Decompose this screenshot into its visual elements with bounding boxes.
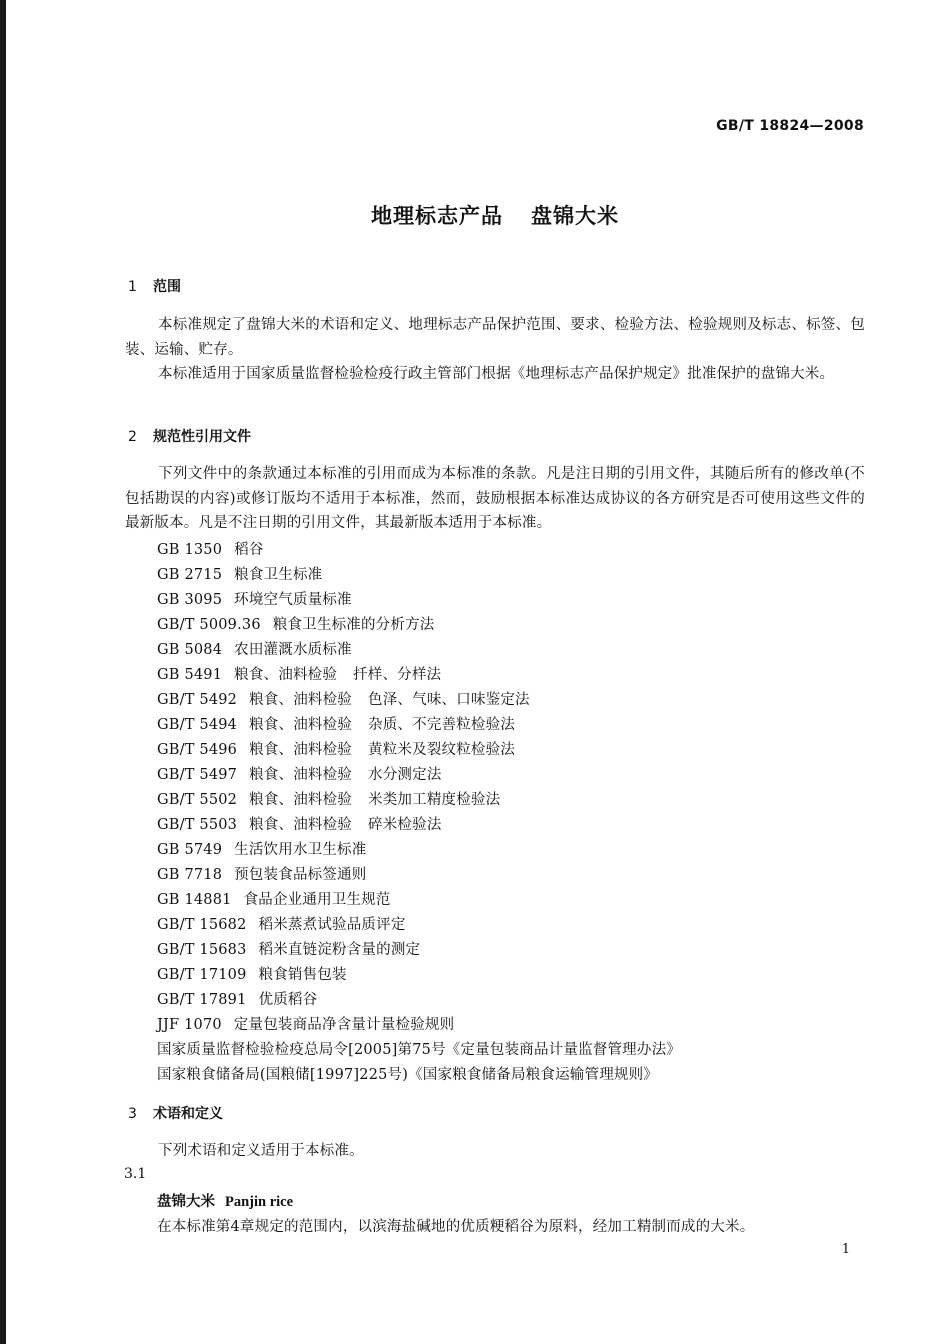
reference-code: GB 5749 <box>157 842 223 858</box>
page-title <box>0 200 950 230</box>
reference-subtitle: 米类加工精度检验法 <box>368 792 501 808</box>
reference-title: 粮食、油料检验 <box>249 692 353 708</box>
section-title: 术语和定义 <box>153 1106 223 1122</box>
section-3-paragraph: 下列术语和定义适用于本标准。 <box>158 1143 364 1159</box>
reference-code: GB/T 5503 <box>157 817 238 833</box>
reference-item <box>157 813 681 838</box>
reference-code: GB/T 5494 <box>157 717 238 733</box>
reference-title: 优质稻谷 <box>258 992 318 1008</box>
title-part-2: 盘锦大米 <box>531 204 619 228</box>
reference-code: GB/T 17109 <box>157 967 247 983</box>
section-1-paragraph-2: 本标准适用于国家质量监督检验检疫行政主管部门根据《地理标志产品保护规定》批准保护的盘锦大米。 <box>158 366 835 382</box>
reference-item <box>157 1038 681 1063</box>
reference-code: GB 2715 <box>157 567 223 583</box>
reference-item <box>157 538 681 563</box>
reference-item <box>157 788 681 813</box>
reference-code: GB 14881 <box>157 892 232 908</box>
reference-subtitle: 黄粒米及裂纹粒检验法 <box>368 742 516 758</box>
reference-title: 稻米蒸煮试验品质评定 <box>258 917 406 933</box>
reference-code: GB/T 5496 <box>157 742 238 758</box>
term-chinese: 盘锦大米 <box>157 1193 215 1210</box>
reference-item <box>157 963 681 988</box>
reference-code: GB 7718 <box>157 867 223 883</box>
reference-title: 粮食、油料检验 <box>249 742 353 758</box>
reference-item <box>157 688 681 713</box>
reference-item <box>157 738 681 763</box>
reference-title: 环境空气质量标准 <box>234 592 352 608</box>
reference-item <box>157 863 681 888</box>
reference-title: 粮食、油料检验 <box>249 817 353 833</box>
reference-title: 预包装食品标签通则 <box>234 867 367 883</box>
reference-code: GB 5491 <box>157 667 223 683</box>
reference-item <box>157 613 681 638</box>
title-part-1: 地理标志产品 <box>371 204 503 228</box>
reference-code: GB/T 15683 <box>157 942 247 958</box>
section-1-heading <box>128 276 181 296</box>
reference-item <box>157 888 681 913</box>
reference-title: 稻谷 <box>234 542 264 558</box>
term-english: Panjin rice <box>225 1194 294 1210</box>
reference-item <box>157 838 681 863</box>
normative-references-list <box>157 538 681 1088</box>
reference-title: 农田灌溉水质标准 <box>234 642 352 658</box>
reference-code: GB/T 5492 <box>157 692 238 708</box>
reference-item <box>157 563 681 588</box>
term-heading <box>157 1190 293 1211</box>
reference-item <box>157 763 681 788</box>
reference-subtitle: 杂质、不完善粒检验法 <box>368 717 516 733</box>
section-title: 范围 <box>153 279 181 295</box>
reference-code: GB/T 5502 <box>157 792 238 808</box>
reference-item <box>157 988 681 1013</box>
section-number: 2 <box>128 429 137 445</box>
reference-title: 粮食、油料检验 <box>249 717 353 733</box>
section-2-heading <box>128 426 251 446</box>
section-title: 规范性引用文件 <box>153 429 251 445</box>
section-number: 1 <box>128 279 137 295</box>
page-number: 1 <box>841 1242 850 1257</box>
reference-code: GB/T 5497 <box>157 767 238 783</box>
reference-title: 粮食、油料检验 <box>249 767 353 783</box>
reference-title: 粮食卫生标准的分析方法 <box>272 617 435 633</box>
reference-code: GB/T 17891 <box>157 992 247 1008</box>
clause-number: 3.1 <box>124 1166 147 1182</box>
reference-title: 国家质量监督检验检疫总局令[2005]第75号《定量包装商品计量监督管理办法》 <box>157 1042 681 1058</box>
reference-item <box>157 1013 681 1038</box>
reference-item <box>157 913 681 938</box>
section-3-heading <box>128 1103 223 1123</box>
section-1-paragraph-1: 本标准规定了盘锦大米的术语和定义、地理标志产品保护范围、要求、检验方法、检验规则及标志、标签、包装、运输、贮存。 <box>125 317 865 358</box>
document-number: GB/T 18824—2008 <box>716 118 864 134</box>
reference-item <box>157 713 681 738</box>
reference-code: GB 3095 <box>157 592 223 608</box>
reference-title: 粮食卫生标准 <box>234 567 323 583</box>
reference-item <box>157 663 681 688</box>
reference-code: GB 5084 <box>157 642 223 658</box>
section-2-paragraph: 下列文件中的条款通过本标准的引用而成为本标准的条款。凡是注日期的引用文件，其随后所有的修改单(不包括勘误的内容)或修订版均不适用于本标准，然而，鼓励根据本标准达成协议的各方研究是否可使用这些文件的最新版本。凡是不注日期的引用文件，其最新版本适用于本标准。 <box>125 466 865 531</box>
reference-item <box>157 588 681 613</box>
reference-code: GB 1350 <box>157 542 223 558</box>
reference-subtitle: 水分测定法 <box>368 767 442 783</box>
reference-title: 粮食销售包装 <box>258 967 347 983</box>
reference-subtitle: 扦样、分样法 <box>353 667 442 683</box>
term-definition: 在本标准第4章规定的范围内，以滨海盐碱地的优质粳稻谷为原料，经加工精制而成的大米。 <box>157 1219 755 1235</box>
reference-title: 生活饮用水卫生标准 <box>234 842 367 858</box>
reference-code: GB/T 15682 <box>157 917 247 933</box>
reference-subtitle: 色泽、气味、口味鉴定法 <box>368 692 530 708</box>
reference-title: 粮食、油料检验 <box>249 792 353 808</box>
reference-item <box>157 638 681 663</box>
reference-item <box>157 938 681 963</box>
reference-title: 定量包装商品净含量计量检验规则 <box>233 1017 455 1033</box>
reference-title: 食品企业通用卫生规范 <box>243 892 391 908</box>
reference-subtitle: 碎米检验法 <box>368 817 442 833</box>
reference-title: 国家粮食储备局(国粮储[1997]225号)《国家粮食储备局粮食运输管理规则》 <box>157 1067 659 1083</box>
reference-title: 粮食、油料检验 <box>234 667 338 683</box>
section-number: 3 <box>128 1106 137 1122</box>
reference-item <box>157 1063 681 1088</box>
reference-title: 稻米直链淀粉含量的测定 <box>258 942 421 958</box>
reference-code: GB/T 5009.36 <box>157 617 261 633</box>
reference-code: JJF 1070 <box>157 1017 222 1033</box>
